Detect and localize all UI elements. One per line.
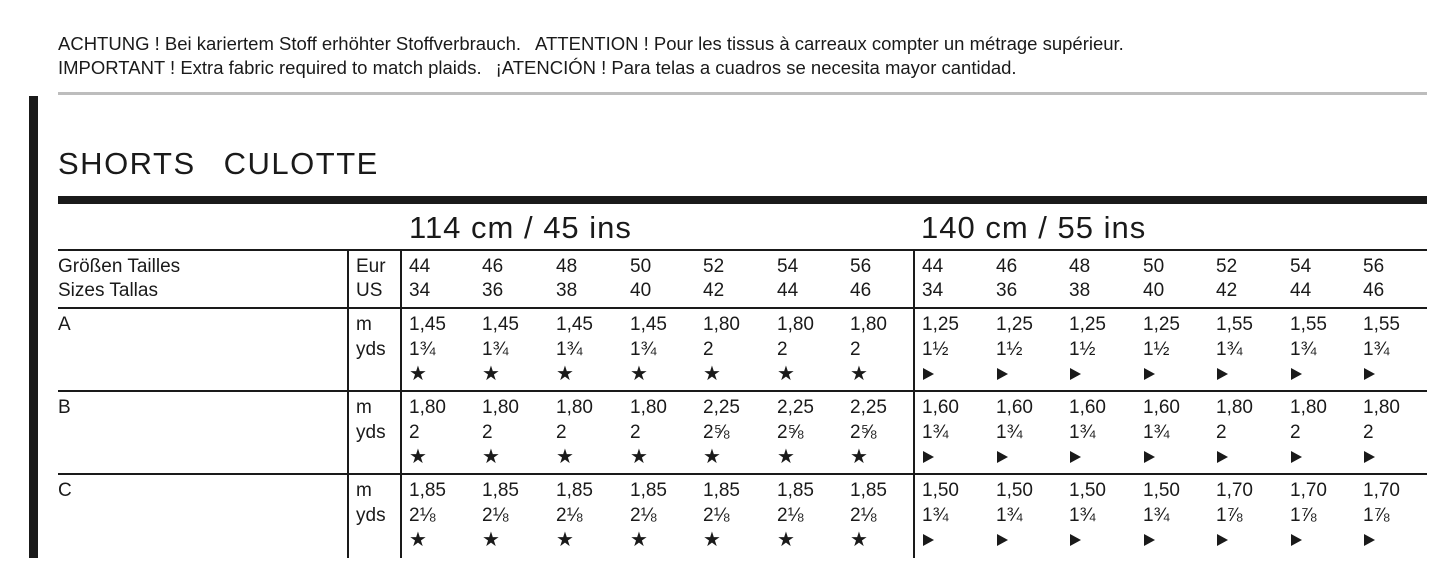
triangle-icon	[1291, 534, 1302, 546]
meters-value: 2,25	[703, 397, 740, 418]
eur-size: 50	[630, 256, 652, 277]
yards-value: 2⅛	[482, 505, 509, 526]
yards-value: 1¾	[482, 339, 509, 360]
yards-value: 1¾	[922, 422, 949, 443]
meters-value: 1,80	[1363, 397, 1400, 418]
eur-size: 56	[1363, 256, 1385, 277]
eur-size: 46	[482, 256, 504, 277]
notice-line-2	[58, 56, 1017, 80]
yards-value: 2	[703, 339, 714, 360]
meters-value: 2,25	[777, 397, 814, 418]
yards-value: 2⅛	[630, 505, 657, 526]
notice-line-1	[58, 32, 1124, 56]
yards-value: 2⅛	[850, 505, 877, 526]
meters-value: 1,45	[409, 314, 446, 335]
meters-value: 1,45	[630, 314, 667, 335]
unit-m: m	[356, 314, 372, 335]
yards-value: 2	[409, 422, 420, 443]
yards-value: 2⅛	[556, 505, 583, 526]
meters-value: 1,60	[1143, 397, 1180, 418]
triangle-icon	[1217, 368, 1228, 380]
size-label-line2: Sizes Tallas	[58, 280, 158, 301]
meters-value: 1,45	[482, 314, 519, 335]
meters-value: 1,80	[777, 314, 814, 335]
meters-value: 1,25	[922, 314, 959, 335]
triangle-icon	[923, 368, 934, 380]
yards-value: 1⅞	[1363, 505, 1390, 526]
meters-value: 1,55	[1363, 314, 1400, 335]
yards-value: 2⅛	[703, 505, 730, 526]
us-size: 36	[482, 280, 504, 301]
meters-value: 1,85	[850, 480, 887, 501]
yards-value: 1½	[1069, 339, 1096, 360]
star-icon: ★	[850, 363, 868, 385]
triangle-icon	[1364, 534, 1375, 546]
unit-m: m	[356, 480, 372, 501]
yards-value: 2⅛	[409, 505, 436, 526]
star-icon: ★	[482, 446, 500, 468]
meters-value: 1,50	[922, 480, 959, 501]
triangle-icon	[1070, 534, 1081, 546]
eur-size: 48	[556, 256, 578, 277]
yards-value: 2⅝	[703, 422, 730, 443]
yards-value: 1½	[996, 339, 1023, 360]
meters-value: 1,80	[556, 397, 593, 418]
yards-value: 1¾	[1216, 339, 1243, 360]
star-icon: ★	[409, 363, 427, 385]
yards-value: 2	[1290, 422, 1301, 443]
triangle-icon	[1217, 451, 1228, 463]
star-icon: ★	[556, 363, 574, 385]
us-size: 42	[703, 280, 725, 301]
us-size: 44	[1290, 280, 1312, 301]
yards-value: 2	[630, 422, 641, 443]
yards-value: 1¾	[1290, 339, 1317, 360]
notice-es: ¡ATENCIÓN ! Para telas a cuadros se necesita mayor cantidad.	[495, 57, 1017, 78]
star-icon: ★	[703, 529, 721, 551]
meters-value: 1,80	[1216, 397, 1253, 418]
meters-value: 1,80	[850, 314, 887, 335]
meters-value: 1,50	[1069, 480, 1106, 501]
meters-value: 1,85	[777, 480, 814, 501]
yards-value: 2	[1216, 422, 1227, 443]
yards-value: 1¾	[1069, 505, 1096, 526]
us-size: 40	[1143, 280, 1165, 301]
yards-value: 1⅞	[1216, 505, 1243, 526]
meters-value: 1,80	[482, 397, 519, 418]
yards-value: 2	[850, 339, 861, 360]
star-icon: ★	[556, 446, 574, 468]
triangle-icon	[1291, 368, 1302, 380]
view-label: B	[58, 397, 71, 418]
meters-value: 1,80	[703, 314, 740, 335]
us-size: 38	[1069, 280, 1091, 301]
meters-value: 1,25	[1143, 314, 1180, 335]
eur-size: 44	[409, 256, 431, 277]
triangle-icon	[1364, 451, 1375, 463]
meters-value: 1,85	[630, 480, 667, 501]
unit-yds: yds	[356, 339, 386, 360]
star-icon: ★	[409, 446, 427, 468]
triangle-icon	[923, 451, 934, 463]
us-size: 40	[630, 280, 652, 301]
us-size: 38	[556, 280, 578, 301]
eur-size: 46	[996, 256, 1018, 277]
yards-value: 1¾	[996, 422, 1023, 443]
meters-value: 1,80	[409, 397, 446, 418]
star-icon: ★	[703, 446, 721, 468]
table-line-header	[58, 249, 1427, 251]
star-icon: ★	[850, 446, 868, 468]
eur-size: 54	[777, 256, 799, 277]
top-divider	[58, 92, 1427, 95]
size-unit-us: US	[356, 280, 383, 301]
unit-m: m	[356, 397, 372, 418]
us-size: 34	[409, 280, 431, 301]
yards-value: 2	[1363, 422, 1374, 443]
triangle-icon	[997, 534, 1008, 546]
meters-value: 1,60	[996, 397, 1033, 418]
meters-value: 1,25	[1069, 314, 1106, 335]
table-divider-label	[347, 250, 349, 558]
meters-value: 1,70	[1216, 480, 1253, 501]
triangle-icon	[1217, 534, 1228, 546]
meters-value: 2,25	[850, 397, 887, 418]
meters-value: 1,85	[409, 480, 446, 501]
yards-value: 2⅛	[777, 505, 804, 526]
yards-value: 1¾	[1143, 422, 1170, 443]
us-size: 34	[922, 280, 944, 301]
star-icon: ★	[630, 529, 648, 551]
yards-value: 1¾	[996, 505, 1023, 526]
meters-value: 1,45	[556, 314, 593, 335]
star-icon: ★	[777, 529, 795, 551]
us-size: 46	[850, 280, 872, 301]
meters-value: 1,55	[1290, 314, 1327, 335]
notice-en: IMPORTANT ! Extra fabric required to match plaids.	[58, 57, 482, 78]
us-size: 36	[996, 280, 1018, 301]
us-size: 44	[777, 280, 799, 301]
eur-size: 52	[703, 256, 725, 277]
title-culotte: CULOTTE	[223, 146, 379, 181]
size-unit-eur: Eur	[356, 256, 386, 277]
star-icon: ★	[850, 529, 868, 551]
width-heading-140: 140 cm / 55 ins	[921, 210, 1147, 245]
meters-value: 1,85	[703, 480, 740, 501]
meters-value: 1,85	[556, 480, 593, 501]
yards-value: 2	[556, 422, 567, 443]
us-size: 42	[1216, 280, 1238, 301]
yards-value: 1¾	[1069, 422, 1096, 443]
yards-value: 2	[482, 422, 493, 443]
meters-value: 1,60	[922, 397, 959, 418]
eur-size: 48	[1069, 256, 1091, 277]
meters-value: 1,55	[1216, 314, 1253, 335]
yards-value: 1¾	[630, 339, 657, 360]
triangle-icon	[997, 451, 1008, 463]
view-label: A	[58, 314, 71, 335]
size-label-line1: Größen Tailles	[58, 256, 181, 277]
meters-value: 1,25	[996, 314, 1033, 335]
meters-value: 1,50	[996, 480, 1033, 501]
yards-value: 1¾	[556, 339, 583, 360]
triangle-icon	[1070, 368, 1081, 380]
page-title	[58, 146, 379, 182]
table-line-row-c	[58, 473, 1427, 475]
eur-size: 56	[850, 256, 872, 277]
eur-size: 52	[1216, 256, 1238, 277]
triangle-icon	[997, 368, 1008, 380]
triangle-icon	[1144, 451, 1155, 463]
table-divider-unit	[400, 250, 402, 558]
unit-yds: yds	[356, 422, 386, 443]
star-icon: ★	[482, 529, 500, 551]
table-divider-width	[913, 250, 915, 558]
notice-fr: ATTENTION ! Pour les tissus à carreaux compter un métrage supérieur.	[535, 33, 1124, 54]
star-icon: ★	[409, 529, 427, 551]
table-line-row-a	[58, 307, 1427, 309]
star-icon: ★	[630, 363, 648, 385]
eur-size: 50	[1143, 256, 1165, 277]
eur-size: 54	[1290, 256, 1312, 277]
star-icon: ★	[777, 446, 795, 468]
meters-value: 1,80	[1290, 397, 1327, 418]
unit-yds: yds	[356, 505, 386, 526]
star-icon: ★	[556, 529, 574, 551]
view-label: C	[58, 480, 72, 501]
yards-value: 1¾	[922, 505, 949, 526]
title-divider	[58, 196, 1427, 204]
yards-value: 1¾	[1363, 339, 1390, 360]
yards-value: 2	[777, 339, 788, 360]
yards-value: 2⅝	[777, 422, 804, 443]
yards-value: 2⅝	[850, 422, 877, 443]
title-shorts: SHORTS	[58, 146, 196, 181]
width-heading-114: 114 cm / 45 ins	[409, 210, 632, 245]
star-icon: ★	[482, 363, 500, 385]
left-accent-bar	[29, 96, 38, 558]
triangle-icon	[1144, 368, 1155, 380]
star-icon: ★	[630, 446, 648, 468]
triangle-icon	[1144, 534, 1155, 546]
triangle-icon	[1070, 451, 1081, 463]
meters-value: 1,60	[1069, 397, 1106, 418]
table-line-row-b	[58, 390, 1427, 392]
meters-value: 1,85	[482, 480, 519, 501]
triangle-icon	[1291, 451, 1302, 463]
meters-value: 1,80	[630, 397, 667, 418]
yards-value: 1¾	[1143, 505, 1170, 526]
eur-size: 44	[922, 256, 944, 277]
yards-value: 1½	[922, 339, 949, 360]
yards-value: 1¾	[409, 339, 436, 360]
meters-value: 1,70	[1290, 480, 1327, 501]
notice-de: ACHTUNG ! Bei kariertem Stoff erhöhter Stoffverbrauch.	[58, 33, 522, 54]
us-size: 46	[1363, 280, 1385, 301]
yards-value: 1½	[1143, 339, 1170, 360]
triangle-icon	[1364, 368, 1375, 380]
star-icon: ★	[703, 363, 721, 385]
meters-value: 1,70	[1363, 480, 1400, 501]
triangle-icon	[923, 534, 934, 546]
yards-value: 1⅞	[1290, 505, 1317, 526]
meters-value: 1,50	[1143, 480, 1180, 501]
star-icon: ★	[777, 363, 795, 385]
